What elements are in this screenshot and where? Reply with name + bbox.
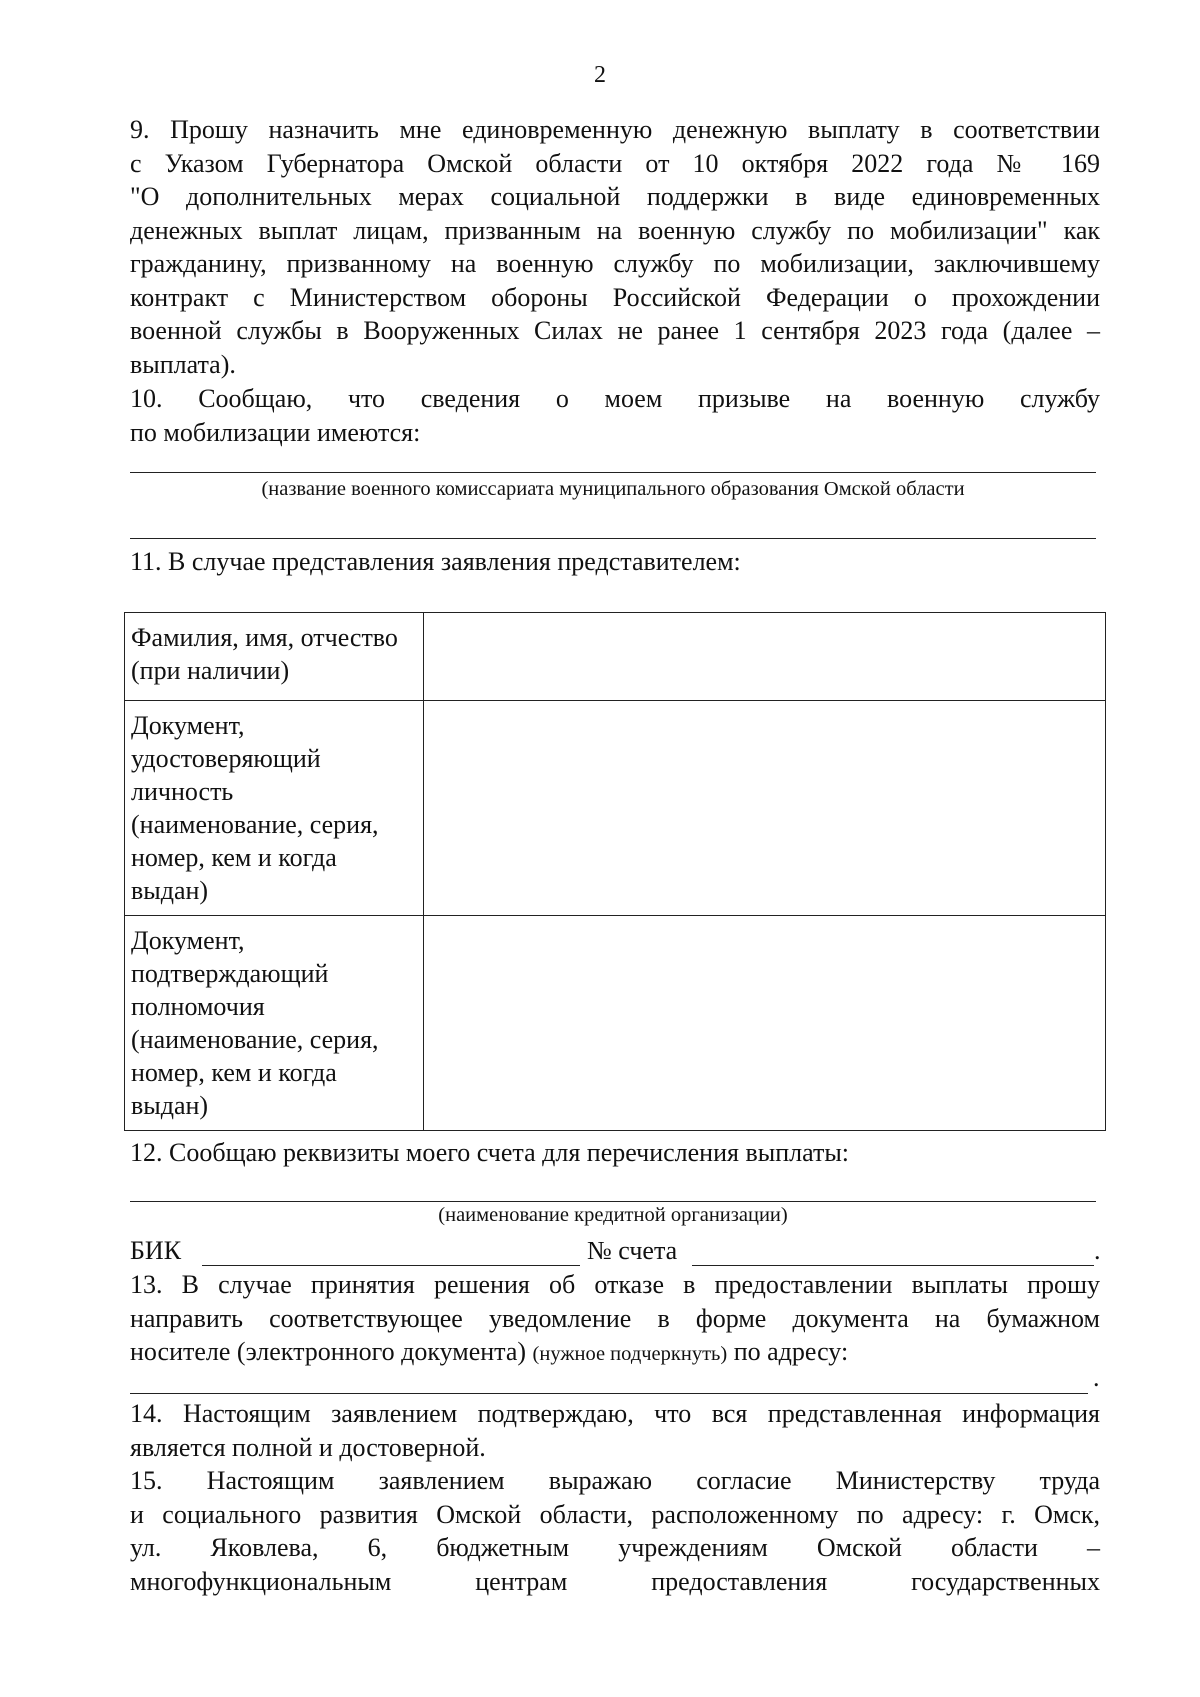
commissariat-line-2[interactable]: [130, 538, 1096, 539]
paragraph-10: [130, 382, 1100, 449]
p11-text: 11. В случае представления заявления представителем:: [130, 547, 741, 576]
bank-name-line[interactable]: [130, 1201, 1096, 1202]
p13-line: носителе (электронного документа) (нужное подчеркнуть) по адресу:: [130, 1337, 849, 1366]
authority-document-field[interactable]: [424, 916, 1106, 1131]
p15-line: 15. Настоящим заявлением выражаю согласие Министерству труда: [130, 1466, 1100, 1495]
table-label-cell: Документ, подтверждающий полномочия (наименование, серия, номер, кем и когда выдан): [125, 916, 424, 1131]
representative-table: [124, 612, 1106, 1131]
full-name-field[interactable]: [424, 613, 1106, 701]
p9-line: выплата).: [130, 349, 236, 379]
p15-line: многофункциональным центрам предоставления государственных: [130, 1566, 1100, 1596]
bik-field[interactable]: [202, 1265, 580, 1266]
commissariat-line[interactable]: [130, 472, 1096, 473]
table-row: [125, 701, 1106, 916]
address-line[interactable]: [130, 1393, 1088, 1394]
p9-line: контракт с Министерством обороны Российской Федерации о прохождении: [130, 282, 1100, 312]
table-label-cell: Фамилия, имя, отчество (при наличии): [125, 613, 424, 701]
p12-text: 12. Сообщаю реквизиты моего счета для перечисления выплаты:: [130, 1138, 850, 1167]
bank-caption: (наименование кредитной организации): [438, 1204, 788, 1226]
paragraph-11: [130, 545, 1100, 579]
account-field[interactable]: [692, 1265, 1094, 1266]
p9-line: с Указом Губернатора Омской области от 10 октября 2022 года № 169: [130, 148, 1100, 178]
commissariat-caption: (название военного комиссариата муниципального образования Омской области: [261, 478, 965, 500]
p15-line: и социального развития Омской области, расположенному по адресу: г. Омск,: [130, 1499, 1100, 1529]
account-label: № счета: [587, 1236, 678, 1265]
p13-line: направить соответствующее уведомление в форме документа на бумажном: [130, 1303, 1100, 1333]
paragraph-13: [130, 1268, 1100, 1372]
bik-row: [130, 1236, 1100, 1270]
table-label-cell: Документ, удостоверяющий личность (наименование, серия, номер, кем и когда выдан): [125, 701, 424, 916]
paragraph-12: [130, 1136, 1100, 1170]
p9-line: денежных выплат лицам, призванным на военную службу по мобилизации" как: [130, 215, 1100, 245]
account-end: .: [1094, 1236, 1101, 1265]
table-row: [125, 613, 1106, 701]
identity-document-field[interactable]: [424, 701, 1106, 916]
p15-line: ул. Яковлева, 6, бюджетным учреждениям Омской области –: [130, 1533, 1100, 1562]
paragraph-9: [130, 113, 1100, 381]
p9-line: гражданину, призванному на военную службу по мобилизации, заключившему: [130, 249, 1100, 278]
p10-line: 10. Сообщаю, что сведения о моем призыве на военную службу: [130, 384, 1100, 413]
bik-label: БИК: [130, 1236, 182, 1265]
p14-line: является полной и достоверной.: [130, 1432, 486, 1462]
p13-line: 13. В случае принятия решения об отказе в предоставлении выплаты прошу: [130, 1270, 1100, 1299]
p14-line: 14. Настоящим заявлением подтверждаю, что вся представленная информация: [130, 1399, 1100, 1428]
p9-line: 9. Прошу назначить мне единовременную денежную выплату в соответствии: [130, 115, 1100, 144]
p9-line: военной службы в Вооруженных Силах не ранее 1 сентября 2023 года (далее –: [130, 316, 1100, 345]
p10-line: по мобилизации имеются:: [130, 417, 421, 447]
paragraph-15: [130, 1464, 1100, 1598]
page-number: 2: [594, 62, 606, 88]
p9-line: "О дополнительных мерах социальной поддержки в виде единовременных: [130, 182, 1100, 211]
paragraph-14: [130, 1397, 1100, 1464]
table-row: [125, 916, 1106, 1131]
address-end: .: [1093, 1363, 1100, 1392]
